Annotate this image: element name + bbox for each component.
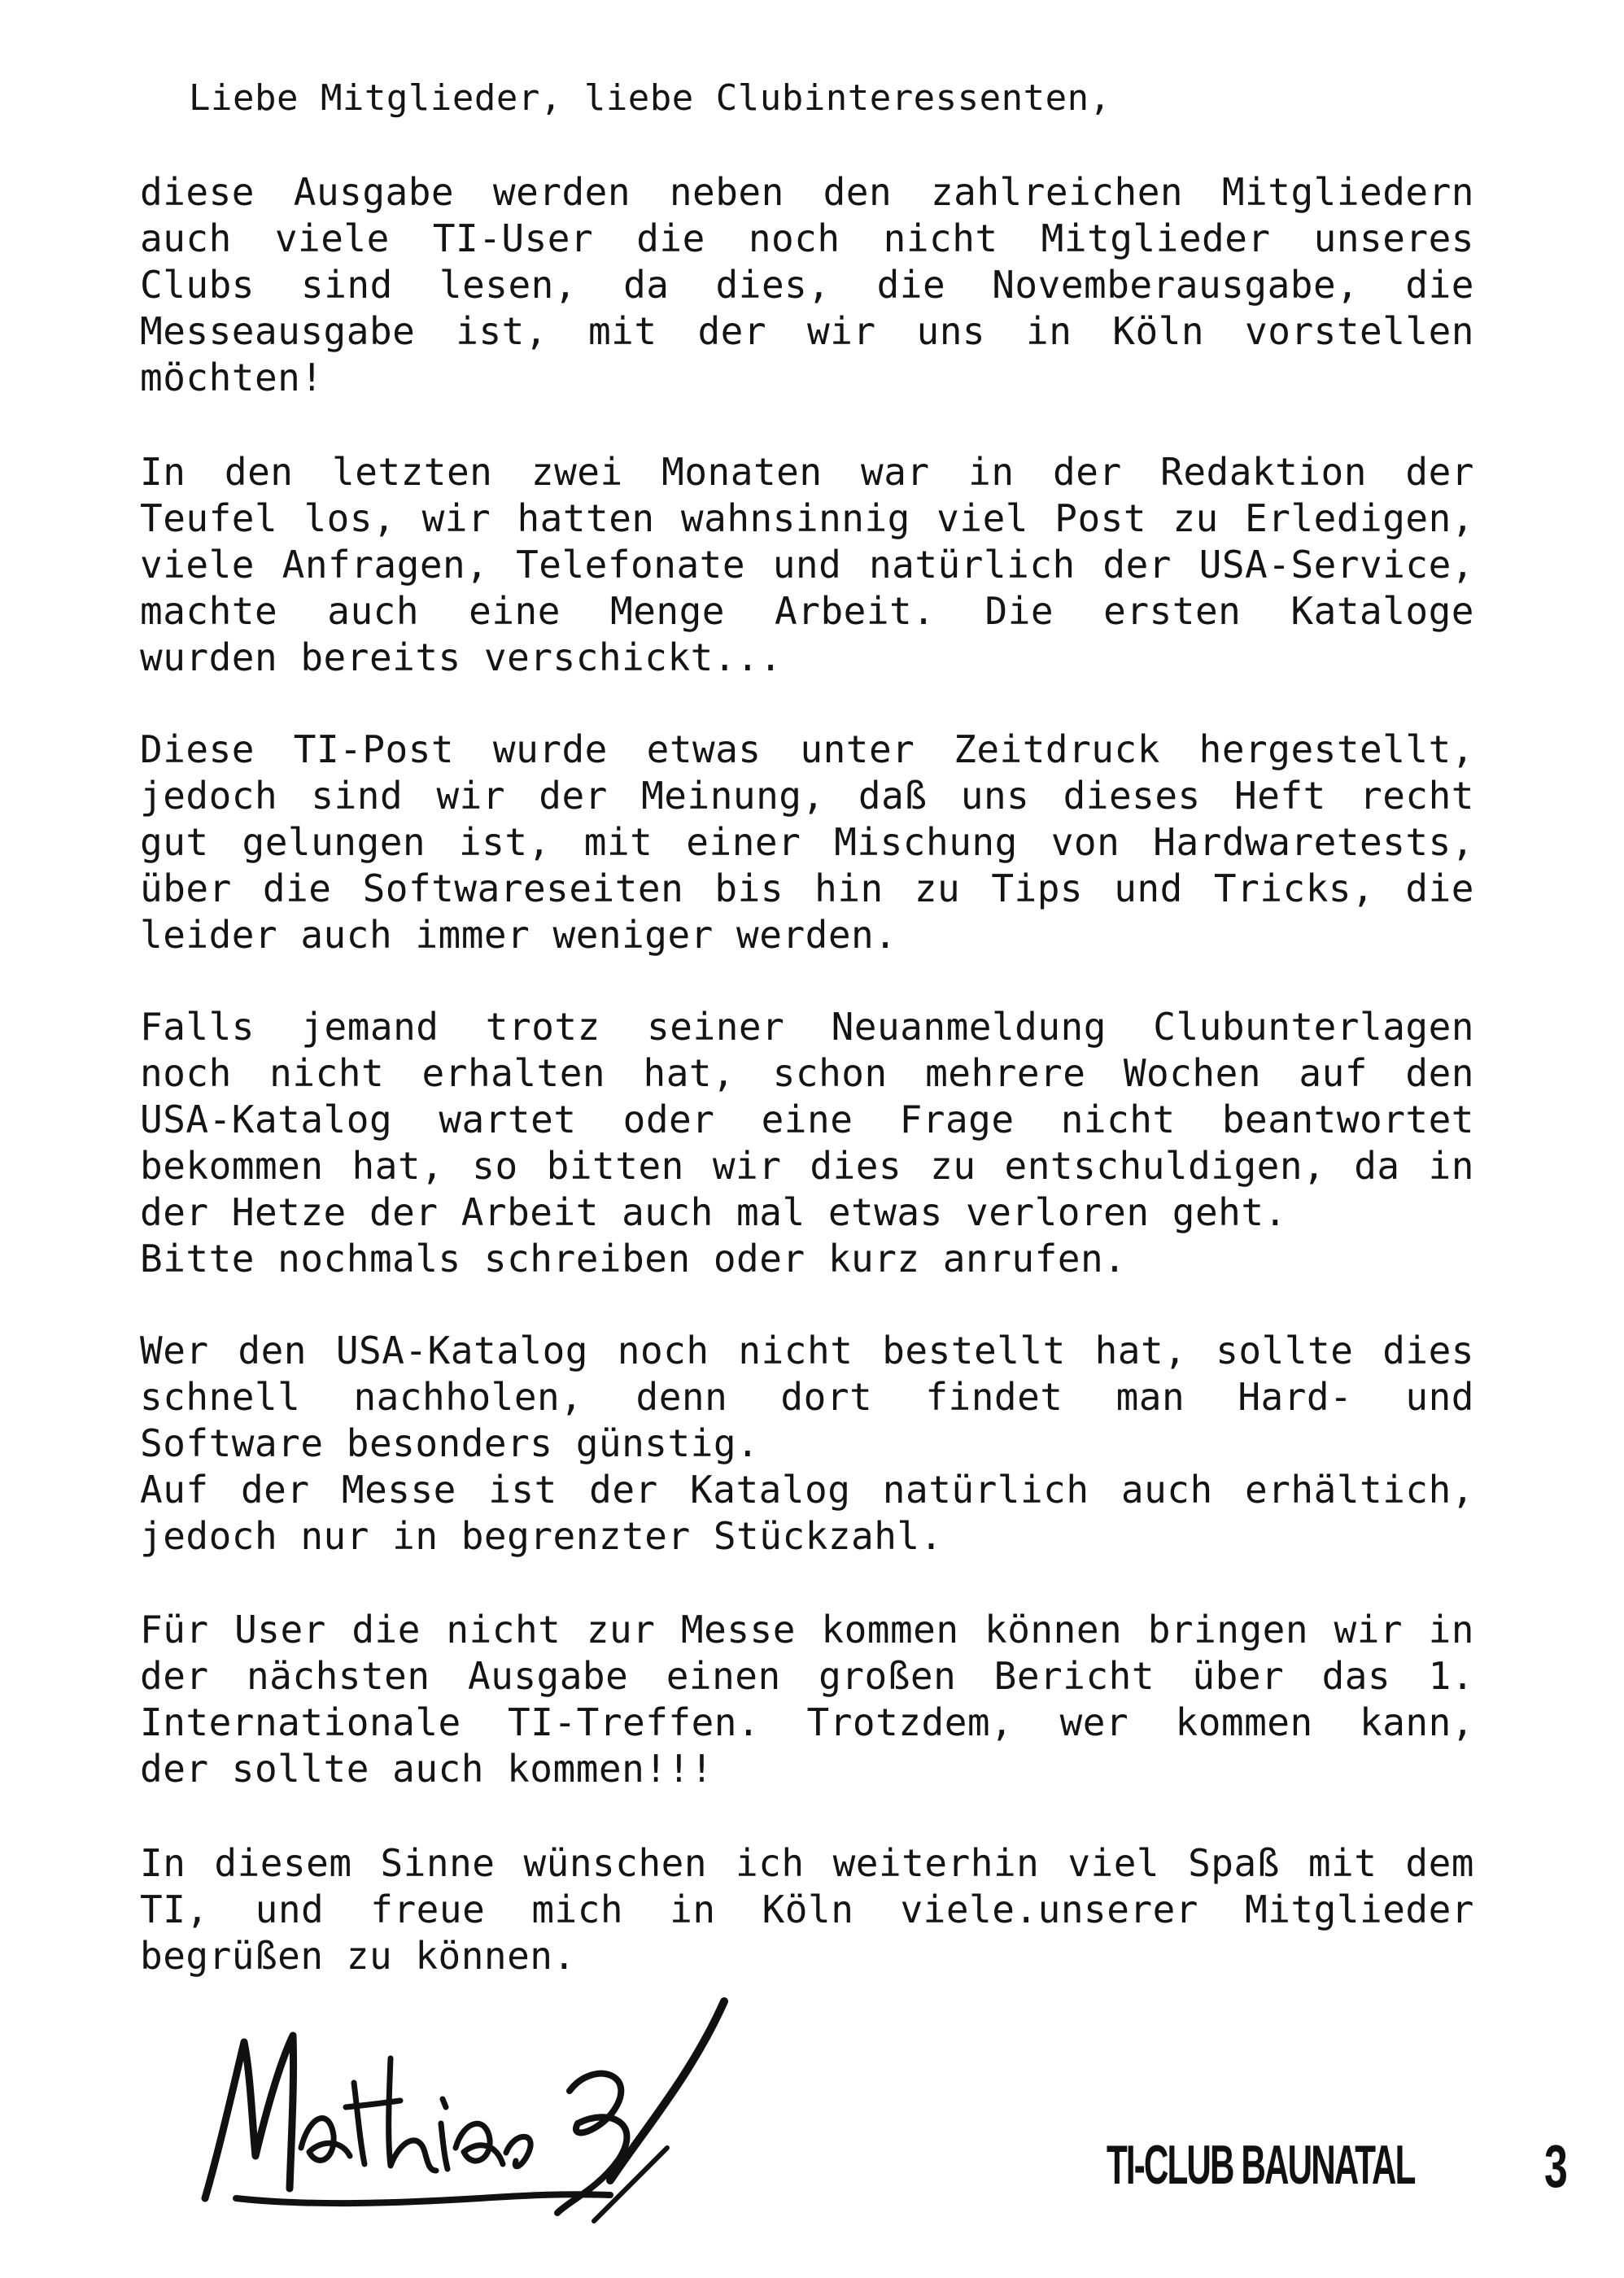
- paragraph-closing: [140, 1840, 1474, 1979]
- paragraph-line: Wer den USA-Katalog noch nicht bestellt hat, sollte dies: [140, 1329, 1474, 1372]
- paragraph-intro: [140, 169, 1474, 401]
- paragraph-line: über die Softwareseiten bis hin zu Tips und Tricks, die: [140, 866, 1474, 910]
- paragraph-line: jedoch sind wir der Meinung, daß uns dieses Heft recht: [140, 774, 1474, 818]
- paragraph-line: viele Anfragen, Telefonate und natürlich der USA-Service,: [140, 543, 1474, 587]
- paragraph-line: schnell nachholen, denn dort findet man Hard- und: [140, 1375, 1474, 1419]
- page-number: 3: [1544, 2132, 1568, 2200]
- paragraph-line: Messeausgabe ist, mit der wir uns in Köln vorstellen: [140, 309, 1474, 353]
- handwritten-signature-icon: [187, 1985, 805, 2229]
- paragraph-line: Bitte nochmals schreiben oder kurz anrufen.: [140, 1237, 1127, 1281]
- paragraph-line: gut gelungen ist, mit einer Mischung von Hardwaretests,: [140, 820, 1474, 864]
- paragraph-line: der nächsten Ausgabe einen großen Bericht über das 1.: [140, 1654, 1474, 1698]
- paragraph-line: bekommen hat, so bitten wir dies zu entschuldigen, da in: [140, 1144, 1474, 1188]
- paragraph-line: In diesem Sinne wünschen ich weiterhin viel Spaß mit dem: [140, 1841, 1474, 1885]
- paragraph-line: der Hetze der Arbeit auch mal etwas verloren geht.: [140, 1190, 1287, 1234]
- paragraph-line: diese Ausgabe werden neben den zahlreichen Mitgliedern: [140, 170, 1474, 214]
- paragraph-line: Auf der Messe ist der Katalog natürlich auch erhältich,: [140, 1468, 1474, 1512]
- paragraph-line: leider auch immer weniger werden.: [140, 913, 897, 957]
- paragraph-line: Software besonders günstig.: [140, 1421, 760, 1465]
- paragraph-line: Für User die nicht zur Messe kommen können bringen wir in: [140, 1608, 1474, 1652]
- paragraph-catalog: [140, 1328, 1474, 1560]
- paragraph-line: begrüßen zu können.: [140, 1934, 576, 1978]
- paragraph-line: Falls jemand trotz seiner Neuanmeldung Clubunterlagen: [140, 1005, 1474, 1049]
- paragraph-line: noch nicht erhalten hat, schon mehrere Wochen auf den: [140, 1051, 1474, 1095]
- paragraph-line: Diese TI-Post wurde etwas unter Zeitdruck hergestellt,: [140, 727, 1474, 771]
- paragraph-line: machte auch eine Menge Arbeit. Die ersten Kataloge: [140, 589, 1474, 633]
- paragraph-editorial-busy: [140, 449, 1474, 681]
- paragraph-line: möchten!: [140, 356, 324, 399]
- paragraph-line: Teufel los, wir hatten wahnsinnig viel Post zu Erledigen,: [140, 496, 1474, 540]
- paragraph-line: auch viele TI-User die noch nicht Mitglieder unseres: [140, 216, 1474, 260]
- paragraph-line: Clubs sind lesen, da dies, die Novemberausgabe, die: [140, 263, 1474, 307]
- paragraph-line: USA-Katalog wartet oder eine Frage nicht beantwortet: [140, 1098, 1474, 1141]
- paragraph-apology: [140, 1004, 1474, 1282]
- paragraph-line: wurden bereits verschickt...: [140, 635, 783, 679]
- paragraph-line: In den letzten zwei Monaten war in der Redaktion der: [140, 450, 1474, 494]
- paragraph-issue-contents: [140, 727, 1474, 958]
- salutation: Liebe Mitglieder, liebe Clubinteressenten,: [189, 77, 1111, 119]
- paragraph-line: Internationale TI-Treffen. Trotzdem, wer kommen kann,: [140, 1700, 1474, 1744]
- club-brand: TI-CLUB BAUNATAL: [1107, 2134, 1415, 2196]
- paragraph-line: TI, und freue mich in Köln viele.unserer Mitglieder: [140, 1887, 1474, 1931]
- paragraph-line: der sollte auch kommen!!!: [140, 1747, 714, 1791]
- paragraph-line: jedoch nur in begrenzter Stückzahl.: [140, 1514, 943, 1558]
- paragraph-ti-treffen: [140, 1607, 1474, 1792]
